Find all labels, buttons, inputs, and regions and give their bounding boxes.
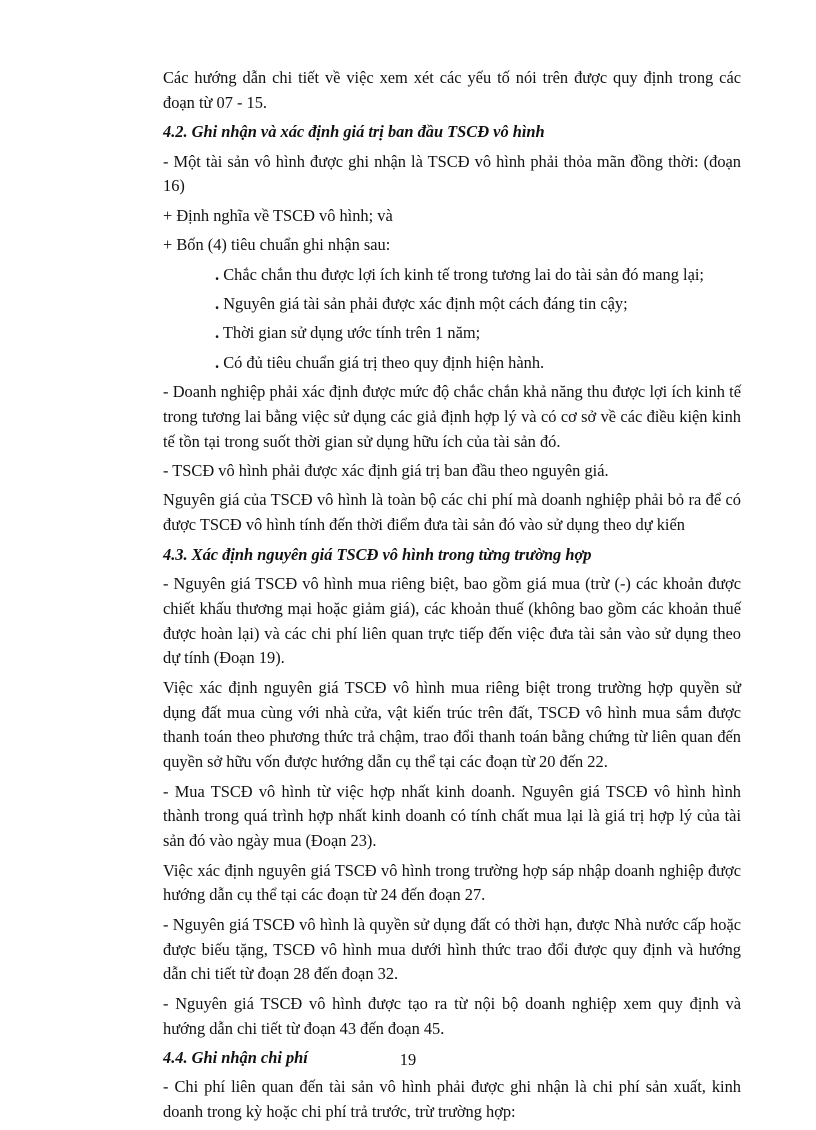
paragraph-recognition-criteria: - Một tài sản vô hình được ghi nhận là TSCĐ vô hình phải thỏa mãn đồng thời: (đoạn 16) <box>163 151 741 196</box>
paragraph-land-use-rights: Việc xác định nguyên giá TSCĐ vô hình mua riêng biệt trong trường hợp quyền sử dụng đất mua cùng với nhà cửa, vật kiến trúc trên đất, TSCĐ vô hình mua sắm được thanh toán theo phương thức trả chậm, trao đổi thanh toán bằng chứng từ liên quan đến quyền sở hữu vốn được hướng dẫn cụ thể tại các đoạn từ 20 đến 22. <box>163 677 741 772</box>
paragraph-cost-definition: Nguyên giá của TSCĐ vô hình là toàn bộ các chi phí mà doanh nghiệp phải bỏ ra để có được TSCĐ vô hình tính đến thời điểm đưa tài sản đó vào sử dụng theo dự kiến <box>163 490 741 535</box>
document-body <box>163 66 741 1130</box>
sub-item-economic-benefit: . Chắc chắn thu được lợi ích kinh tế trong tương lai do tài sản đó mang lại; <box>215 264 704 284</box>
paragraph-initial-value: - TSCĐ vô hình phải được xác định giá trị ban đầu theo nguyên giá. <box>163 461 609 481</box>
list-item-definition: + Định nghĩa về TSCĐ vô hình; và <box>163 205 393 225</box>
paragraph-intro: Các hướng dẫn chi tiết về việc xem xét các yếu tố nói trên được quy định trong các đoạn từ 07 - 15. <box>163 68 741 112</box>
paragraph-expense-recognition: - Chi phí liên quan đến tài sản vô hình phải được ghi nhận là chi phí sản xuất, kinh doanh trong kỳ hoặc chi phí trả trước, trừ trường hợp: <box>163 1077 741 1122</box>
sub-item-reliable-cost: . Nguyên giá tài sản phải được xác định một cách đáng tin cậy; <box>215 293 628 313</box>
heading-4-2: 4.2. Ghi nhận và xác định giá trị ban đầu TSCĐ vô hình <box>163 122 545 142</box>
paragraph-internally-generated: - Nguyên giá TSCĐ vô hình được tạo ra từ nội bộ doanh nghiệp xem quy định và hướng dẫn chi tiết từ đoạn 43 đến đoạn 45. <box>163 993 741 1038</box>
heading-4-4: 4.4. Ghi nhận chi phí <box>163 1047 308 1067</box>
paragraph-merger: Việc xác định nguyên giá TSCĐ vô hình trong trường hợp sáp nhập doanh nghiệp được hướng dẫn cụ thể tại các đoạn từ 24 đến đoạn 27. <box>163 860 741 905</box>
paragraph-separate-purchase: - Nguyên giá TSCĐ vô hình mua riêng biệt, bao gồm giá mua (trừ (-) các khoản được chiết khấu thương mại hoặc giảm giá), các khoản thuế (không bao gồm các khoản thuế được hoàn lại) và các chi phí liên quan trực tiếp đến việc đưa tài sản vào sử dụng theo dự tính (Đoạn 19). <box>163 574 741 668</box>
sub-item-useful-life: . Thời gian sử dụng ước tính trên 1 năm; <box>215 323 481 343</box>
bullet-dot: . <box>215 293 220 313</box>
paragraph-business-combination: - Mua TSCĐ vô hình từ việc hợp nhất kinh doanh. Nguyên giá TSCĐ vô hình hình thành trong quá trình hợp nhất kinh doanh có tính chất mua lại là giá trị hợp lý của tài sản đó vào ngày mua (Đoạn 23). <box>163 781 741 851</box>
heading-4-3: 4.3. Xác định nguyên giá TSCĐ vô hình trong từng trường hợp <box>163 544 592 564</box>
bullet-dot: . <box>215 264 220 284</box>
page-number: 19 <box>399 1050 417 1069</box>
list-item-four-criteria: + Bốn (4) tiêu chuẩn ghi nhận sau: <box>163 235 391 255</box>
paragraph-state-granted: - Nguyên giá TSCĐ vô hình là quyền sử dụng đất có thời hạn, được Nhà nước cấp hoặc được biếu tặng, TSCĐ vô hình mua dưới hình thức trao đổi được quy định và hướng dẫn chi tiết từ đoạn 28 đến đoạn 32. <box>163 914 741 984</box>
bullet-dot: . <box>215 352 220 372</box>
sub-item-value-standard: . Có đủ tiêu chuẩn giá trị theo quy định hiện hành. <box>215 352 545 372</box>
bullet-dot: . <box>215 323 220 343</box>
paragraph-certainty: - Doanh nghiệp phải xác định được mức độ chắc chắn khả năng thu được lợi ích kinh tế trong tương lai bằng việc sử dụng các giả định hợp lý và có cơ sở về các điều kiện kinh tế tồn tại trong suốt thời gian sử dụng hữu ích của tài sản đó. <box>163 382 741 451</box>
